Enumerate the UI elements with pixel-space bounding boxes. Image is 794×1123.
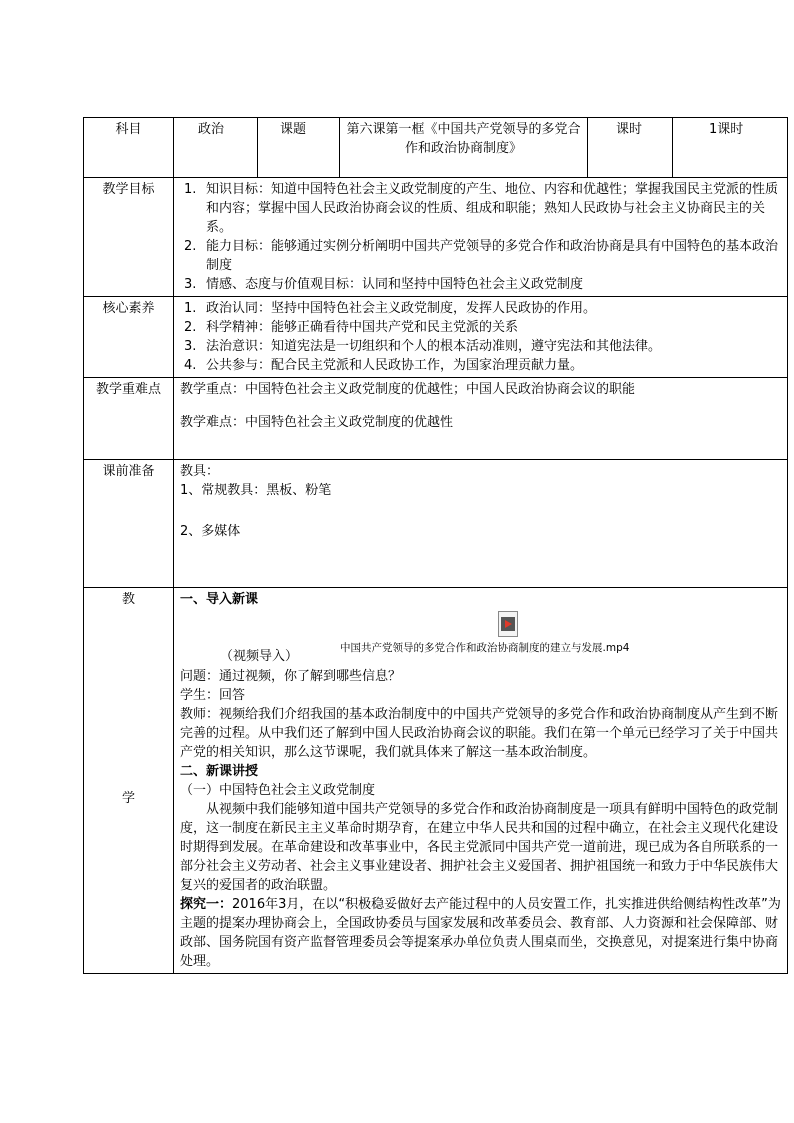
topic-value: 第六课第一框《中国共产党领导的多党合作和政治协商制度》 — [340, 118, 588, 178]
literacy-number: 1. — [184, 301, 197, 316]
teacher-text: 教师：视频给我们介绍我国的基本政治制度中的中国共产党领导的多党合作和政治协商制度从产生到不断完善的过程。从中我们还了解到中国人民政治协商会议的职能。我们在第一个单元已经学习了关于中国共产党的相关知识，那么这节课呢，我们就具体来了解这一基本政治制度。 — [180, 707, 779, 760]
literacy-text: 科学精神：能够正确看待中国共产党和民主党派的关系 — [206, 320, 519, 335]
lesson-paragraph: 从视频中我们能够知道中国共产党领导的多党合作和政治协商制度是一项具有鲜明中国特色的政党制度，这一制度在新民主主义革命时期孕育，在建立中华人民共和国的过程中确立，在社会主义现代化建设时期得到发展。在革命建设和改革事业中，各民主党派同中国共产党一道前进，现已成为各自所联系的一部分社会主义劳动者、社会主义事业建设者、拥护社会主义爱国者、拥护祖国统一和致力于中华民族伟大复兴的爱国者的政治联盟。 — [180, 802, 779, 893]
goals-label: 教学目标 — [84, 178, 174, 297]
literacy-content — [174, 297, 788, 378]
video-hint: （视频导入） — [220, 649, 299, 664]
literacy-number: 4. — [184, 358, 197, 373]
literacy-text: 政治认同：坚持中国特色社会主义政党制度，发挥人民政协的作用。 — [206, 301, 597, 316]
topic-label: 课题 — [258, 118, 340, 178]
subject-value: 政治 — [174, 118, 258, 178]
goals-row — [84, 178, 788, 297]
subsection-heading: （一）中国特色社会主义政党制度 — [180, 783, 376, 798]
literacy-item — [180, 337, 781, 356]
video-file-icon[interactable] — [498, 611, 518, 637]
literacy-row — [84, 297, 788, 378]
process-content — [174, 588, 788, 974]
process-label-cell — [84, 588, 174, 974]
prep-item-2: 2、多媒体 — [180, 524, 241, 539]
hours-value: 1课时 — [673, 118, 788, 178]
literacy-item — [180, 318, 781, 337]
process-row — [84, 588, 788, 974]
goal-item — [180, 237, 781, 275]
section-intro-heading: 一、导入新课 — [180, 592, 259, 607]
literacy-item — [180, 356, 781, 375]
goal-number: 1. — [184, 182, 197, 197]
inquiry-text: 2016年3月，在以“积极稳妥做好去产能过程中的人员安置工作，扎实推进供给侧结构性改革”为主题的提案办理协商会上，全国政协委员与国家发展和改革委员会、教育部、人力资源和社会保障部、财政部、国务院国有资产监督管理委员会等提案承办单位负责人围桌而坐，交换意见，对提案进行集中协商处理。 — [180, 897, 781, 969]
goal-number: 3. — [184, 277, 197, 292]
keypoints-label: 教学重难点 — [84, 378, 174, 460]
prep-title: 教具： — [180, 464, 220, 479]
prep-label: 课前准备 — [84, 460, 174, 588]
process-label-top: 教 — [121, 592, 135, 607]
goals-list — [180, 180, 781, 294]
inquiry-label: 探究一： — [180, 897, 233, 912]
literacy-item — [180, 299, 781, 318]
question-text: 问题：通过视频，你了解到哪些信息？ — [180, 669, 402, 684]
goal-text: 能力目标：能够通过实例分析阐明中国共产党领导的多党合作和政治协商是具有中国特色的基本政治制度 — [206, 239, 779, 273]
subject-label: 科目 — [84, 118, 174, 178]
teaching-focus: 教学重点：中国特色社会主义政党制度的优越性；中国人民政治协商会议的职能 — [180, 382, 636, 397]
student-text: 学生：回答 — [180, 688, 246, 703]
literacy-text: 公共参与：配合民主党派和人民政协工作，为国家治理贡献力量。 — [206, 358, 584, 373]
video-attachment[interactable] — [180, 609, 781, 667]
header-row — [84, 118, 788, 178]
goal-number: 2. — [184, 239, 197, 254]
goals-content — [174, 178, 788, 297]
process-label-bottom: 学 — [121, 791, 135, 806]
goal-text: 知识目标：知道中国特色社会主义政党制度的产生、地位、内容和优越性；掌握我国民主党派的性质和内容；掌握中国人民政治协商会议的性质、组成和职能；熟知人民政协与社会主义协商民主的关系。 — [206, 182, 779, 235]
literacy-text: 法治意识：知道宪法是一切组织和个人的根本活动准则，遵守宪法和其他法律。 — [206, 339, 662, 354]
hours-label: 课时 — [588, 118, 673, 178]
literacy-number: 2. — [184, 320, 197, 335]
literacy-number: 3. — [184, 339, 197, 354]
lesson-plan-table — [83, 117, 788, 974]
goal-item — [180, 180, 781, 237]
prep-content — [174, 460, 788, 588]
video-filename[interactable]: 中国共产党领导的多党合作和政治协商制度的建立与发展.mp4 — [340, 642, 630, 654]
prep-item-1: 1、常规教具：黑板、粉笔 — [180, 483, 332, 498]
keypoints-content — [174, 378, 788, 460]
keypoints-row — [84, 378, 788, 460]
section-new-heading: 二、新课讲授 — [180, 764, 259, 779]
goal-item — [180, 275, 781, 294]
prep-row — [84, 460, 788, 588]
literacy-list — [180, 299, 781, 375]
goal-text: 情感、态度与价值观目标：认同和坚持中国特色社会主义政党制度 — [206, 277, 584, 292]
inquiry-paragraph — [180, 895, 781, 971]
teaching-difficulty: 教学难点：中国特色社会主义政党制度的优越性 — [180, 415, 454, 430]
literacy-label: 核心素养 — [84, 297, 174, 378]
